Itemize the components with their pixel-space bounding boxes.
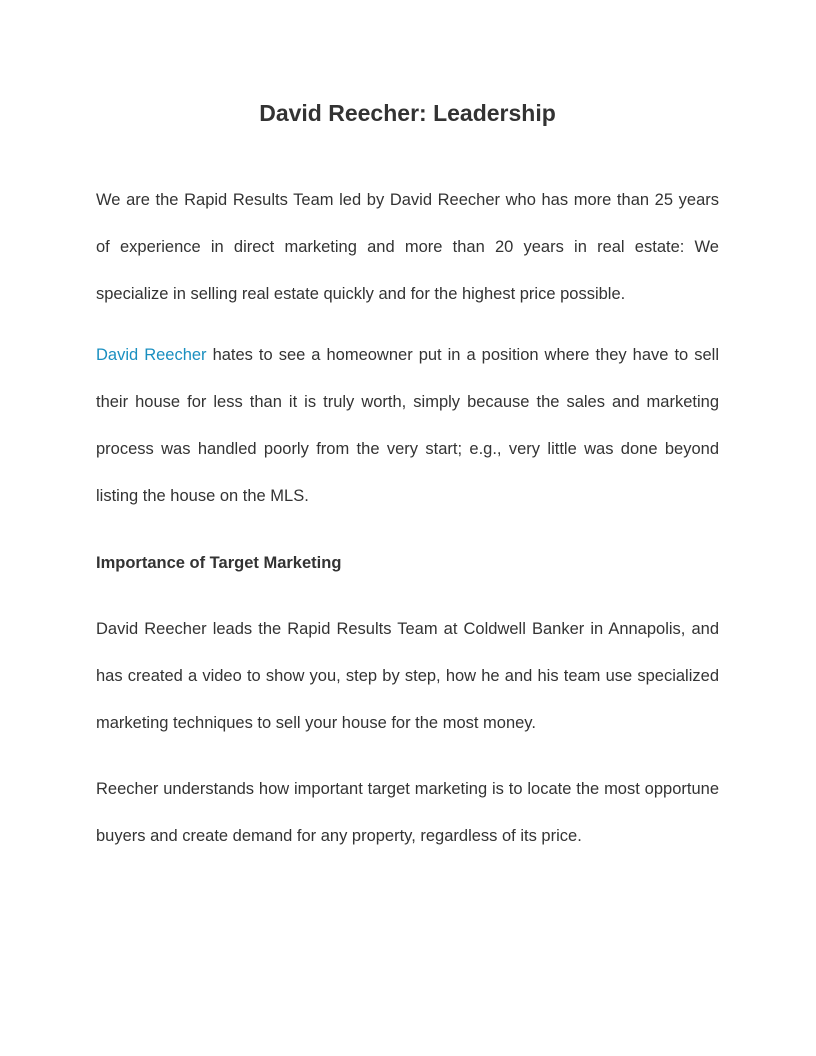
reecher-paragraph-text: hates to see a homeowner put in a position where they have to sell their house for less than it is truly worth, simply because the sales and marketing process was handled poorly from the very start; e.g., very little was done beyond listing the house on the MLS.: [96, 346, 719, 505]
reecher-paragraph: [96, 332, 719, 520]
page-title: David Reecher: Leadership: [259, 100, 556, 126]
video-paragraph: David Reecher leads the Rapid Results Team at Coldwell Banker in Annapolis, and has created a video to show you, step by step, how he and his team use specialized marketing techniques to sell your house for the most money.: [96, 620, 719, 732]
target-marketing-paragraph: Reecher understands how important target marketing is to locate the most opportune buyers and create demand for any property, regardless of its price.: [96, 780, 719, 845]
section-heading: Importance of Target Marketing: [96, 554, 342, 572]
intro-paragraph: We are the Rapid Results Team led by David Reecher who has more than 25 years of experience in direct marketing and more than 20 years in real estate: We specialize in selling real estate quickly and for the highest price possible.: [96, 191, 719, 303]
david-reecher-link[interactable]: David Reecher: [96, 346, 207, 364]
